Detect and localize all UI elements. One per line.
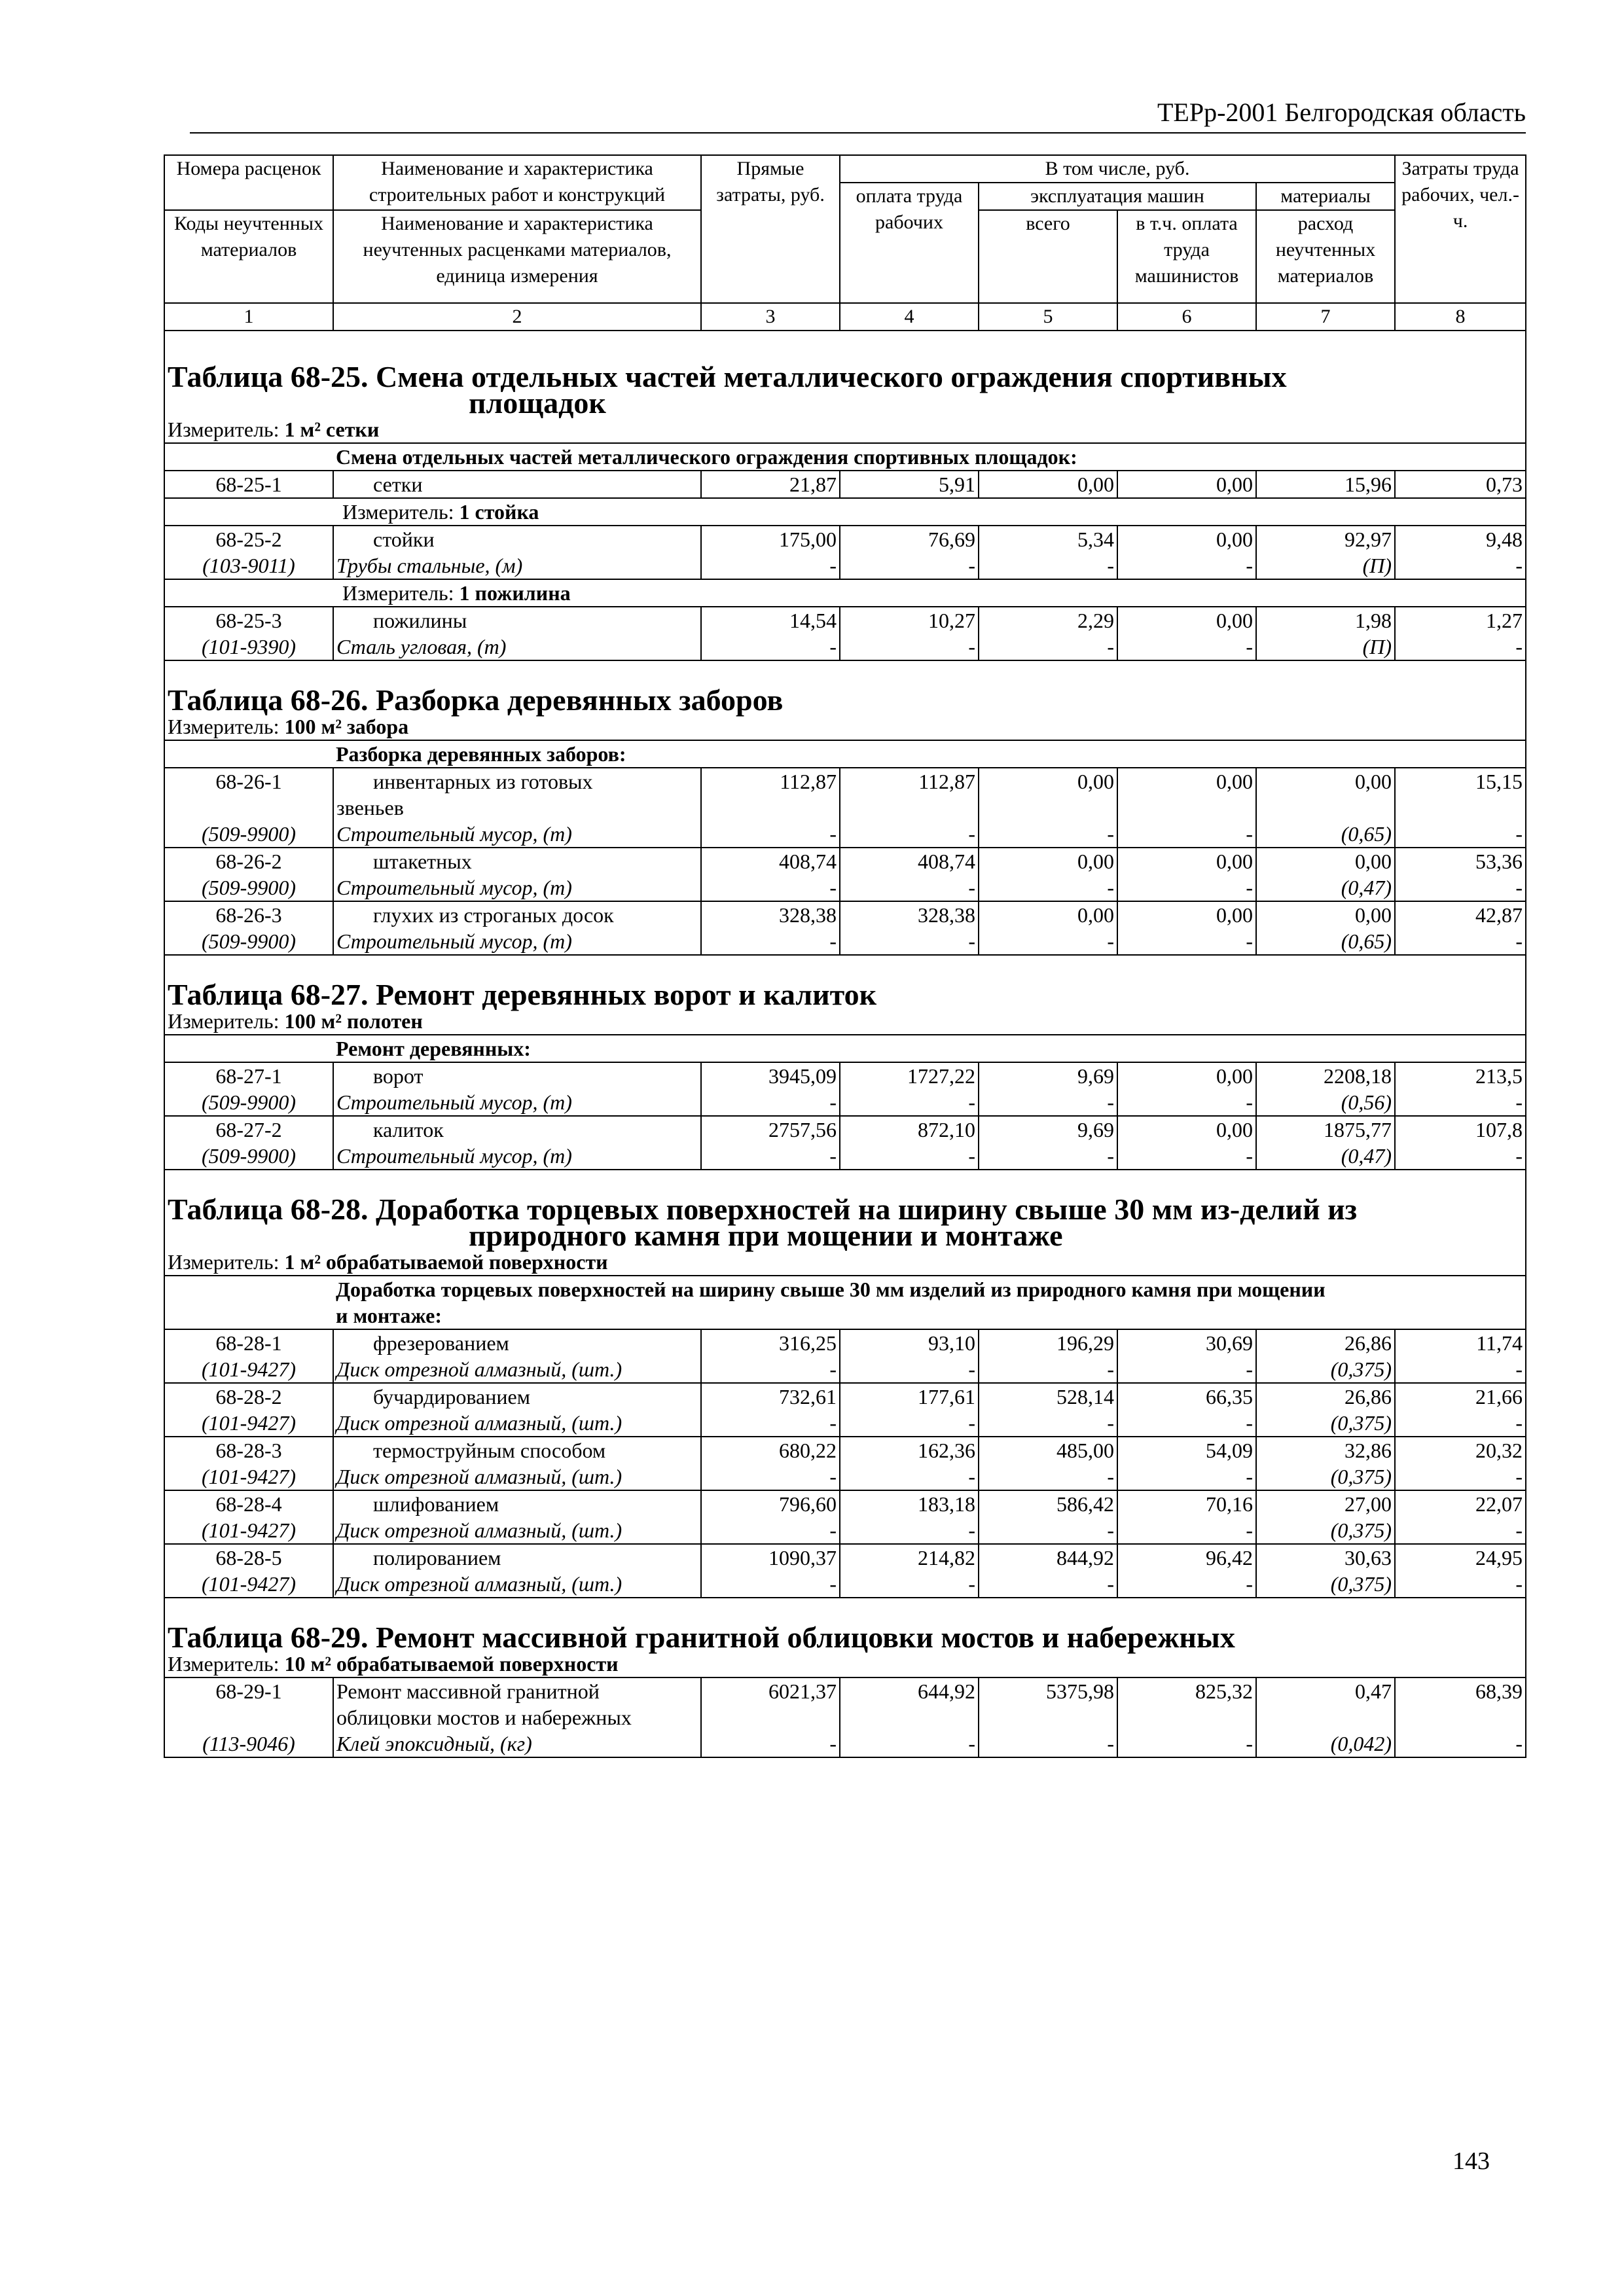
material-row: (103-9011) Трубы стальные, (м) - - - - (П) - [164, 552, 1526, 579]
incl-header: В том числе, руб. [840, 155, 1395, 183]
material-row: (101-9427) Диск отрезной алмазный, (шт.) - - - - (0,375) - [164, 1571, 1526, 1598]
col-num: 6 [1117, 303, 1256, 331]
measure-line: Измеритель: 100 м² забора [164, 713, 1526, 740]
material-row: (113-9046) Клей эпоксидный, (кг) - - - - (0,042) - [164, 1731, 1526, 1757]
table-row: 68-28-5 полированием 1090,37 214,82 844,92 96,42 30,63 24,95 [164, 1544, 1526, 1571]
section-title: Таблица 68-25. Смена отдельных частей металлического ограждения спортивных площадок [164, 364, 1526, 416]
materials-header: материалы [1256, 183, 1395, 210]
page-number: 143 [1453, 2147, 1490, 2175]
col-num: 8 [1395, 303, 1526, 331]
col5-header: всего [979, 210, 1117, 303]
table-row: 68-28-2 бучардированием 732,61 177,61 528,14 66,35 26,86 21,66 [164, 1383, 1526, 1410]
table-row: 68-28-4 шлифованием 796,60 183,18 586,42 70,16 27,00 22,07 [164, 1490, 1526, 1517]
group-heading: Смена отдельных частей металлического ограждения спортивных площадок: [333, 443, 1526, 471]
table-row: 68-26-3 глухих из строганых досок 328,38 328,38 0,00 0,00 0,00 42,87 [164, 901, 1526, 928]
document-header-title: ТЕРр-2001 Белгородская область [1157, 98, 1526, 127]
section-68-27 [164, 955, 1526, 1170]
col3-header: Прямые затраты, руб. [701, 155, 840, 303]
measure-line: Измеритель: 1 пожилина [333, 579, 1526, 607]
section-title: Таблица 68-26. Разборка деревянных заборов [164, 687, 1526, 713]
price-table [164, 154, 1526, 1758]
material-row: (101-9427) Диск отрезной алмазный, (шт.) - - - - (0,375) - [164, 1463, 1526, 1490]
col2-top-header: Наименование и характеристика строительных работ и конструкций [333, 155, 701, 210]
material-row: (509-9900) Строительный мусор, (т) - - - - (0,47) - [164, 874, 1526, 901]
measure-line: Измеритель: 1 м² сетки [164, 416, 1526, 443]
col4-header: оплата труда рабочих [840, 183, 979, 303]
material-row: (101-9427) Диск отрезной алмазный, (шт.) - - - - (0,375) - [164, 1517, 1526, 1544]
group-heading: Ремонт деревянных: [333, 1035, 1526, 1062]
table-row: 68-29-1 Ремонт массивной гранитной 6021,37 644,92 5375,98 825,32 0,47 68,39 [164, 1677, 1526, 1704]
material-row: (509-9900) Строительный мусор, (т) - - - - (0,65) - [164, 821, 1526, 848]
material-row: (509-9900) Строительный мусор, (т) - - - - (0,47) - [164, 1143, 1526, 1170]
col6-header: в т.ч. оплата труда машинистов [1117, 210, 1256, 303]
col-num: 4 [840, 303, 979, 331]
col-num: 7 [1256, 303, 1395, 331]
material-row: (509-9900) Строительный мусор, (т) - - - - (0,56) - [164, 1089, 1526, 1116]
machines-header: эксплуатация машин [979, 183, 1256, 210]
material-row: (101-9427) Диск отрезной алмазный, (шт.) - - - - (0,375) - [164, 1356, 1526, 1383]
measure-line: Измеритель: 1 стойка [333, 498, 1526, 526]
table-row: 68-25-3 пожилины 14,54 10,27 2,29 0,00 1,98 1,27 [164, 607, 1526, 634]
header-divider [190, 132, 1526, 134]
col1-top-header: Номера расценок [164, 155, 333, 210]
measure-line: Измеритель: 1 м² обрабатываемой поверхности [164, 1249, 1526, 1276]
group-heading: Разборка деревянных заборов: [333, 740, 1526, 768]
col1-bottom-header: Коды неучтенных материалов [164, 210, 333, 303]
col-num: 2 [333, 303, 701, 331]
col-num: 3 [701, 303, 840, 331]
section-title: Таблица 68-27. Ремонт деревянных ворот и калиток [164, 982, 1526, 1008]
section-68-25 [164, 331, 1526, 660]
table-row: 68-27-1 ворот 3945,09 1727,22 9,69 0,00 2208,18 213,5 [164, 1062, 1526, 1089]
section-68-26: Таблица 68-26. Разборка деревянных заборов Измеритель: 100 м² забора Разборка деревянных заборов: 68-26-1 инвентарных из готовых 112,87 112,87 0,00 0,00 0,00 15,15 звеньев (509-9900) Строительный мусор, (т) - - - - (0,65) - 68-26-2 штакетных 408,74 408,74 0,00 0,00 0,00 53,36 (509-9900) Строительный мусор, (т) - - - - (0,47) - 68-26-3 глухих из строганых досок 328,38 328,38 0,00 0,00 0,00 42,87 (509-9900) Строительный мусор, (т) - - - - (0,65) - [164, 660, 1526, 955]
material-row: (101-9390) Сталь угловая, (т) - - - - (П) - [164, 634, 1526, 660]
measure-line: Измеритель: 10 м² обрабатываемой поверхности [164, 1651, 1526, 1677]
table-row: 68-25-2 стойки 175,00 76,69 5,34 0,00 92,97 9,48 [164, 526, 1526, 552]
material-row: (101-9427) Диск отрезной алмазный, (шт.) - - - - (0,375) - [164, 1410, 1526, 1437]
section-title: Таблица 68-29. Ремонт массивной гранитной облицовки мостов и набережных [164, 1624, 1526, 1651]
table-row: 68-26-1 инвентарных из готовых 112,87 112,87 0,00 0,00 0,00 15,15 [164, 768, 1526, 795]
section-68-28 [164, 1170, 1526, 1598]
col2-bottom-header: Наименование и характеристика неучтенных расценками материалов, единица измерения [333, 210, 701, 303]
table-row: 68-28-1 фрезерованием 316,25 93,10 196,29 30,69 26,86 11,74 [164, 1329, 1526, 1356]
group-heading-cont: и монтаже: [333, 1302, 1526, 1329]
table-row: 68-27-2 калиток 2757,56 872,10 9,69 0,00 1875,77 107,8 [164, 1116, 1526, 1143]
material-row: (509-9900) Строительный мусор, (т) - - - - (0,65) - [164, 928, 1526, 955]
measure-line: Измеритель: 100 м² полотен [164, 1008, 1526, 1035]
section-68-29: Таблица 68-29. Ремонт массивной гранитной облицовки мостов и набережных Измеритель: 10 м² обрабатываемой поверхности 68-29-1 Ремонт массивной гранитной 6021,37 644,92 5375,98 825,32 0,47 68,39 облицовки мостов и набережных (113-9046) Клей эпоксидный, (кг) - - - - (0,042) - [164, 1598, 1526, 1757]
table-header [164, 155, 1526, 331]
col-num: 5 [979, 303, 1117, 331]
col8-header: Затраты труда рабочих, чел.-ч. [1395, 155, 1526, 303]
table-row: 68-28-3 термоструйным способом 680,22 162,36 485,00 54,09 32,86 20,32 [164, 1437, 1526, 1463]
section-title: Таблица 68-28. Доработка торцевых поверхностей на ширину свыше 30 мм из-делий из природного камня при мощении и монтаже [164, 1196, 1526, 1249]
col7-header: расход неучтенных материалов [1256, 210, 1395, 303]
table-row: 68-25-1 сетки 21,87 5,91 0,00 0,00 15,96 0,73 [164, 471, 1526, 498]
table-row: 68-26-2 штакетных 408,74 408,74 0,00 0,00 0,00 53,36 [164, 848, 1526, 874]
col-num: 1 [164, 303, 333, 331]
group-heading: Доработка торцевых поверхностей на ширину свыше 30 мм изделий из природного камня при мощении [333, 1276, 1526, 1302]
